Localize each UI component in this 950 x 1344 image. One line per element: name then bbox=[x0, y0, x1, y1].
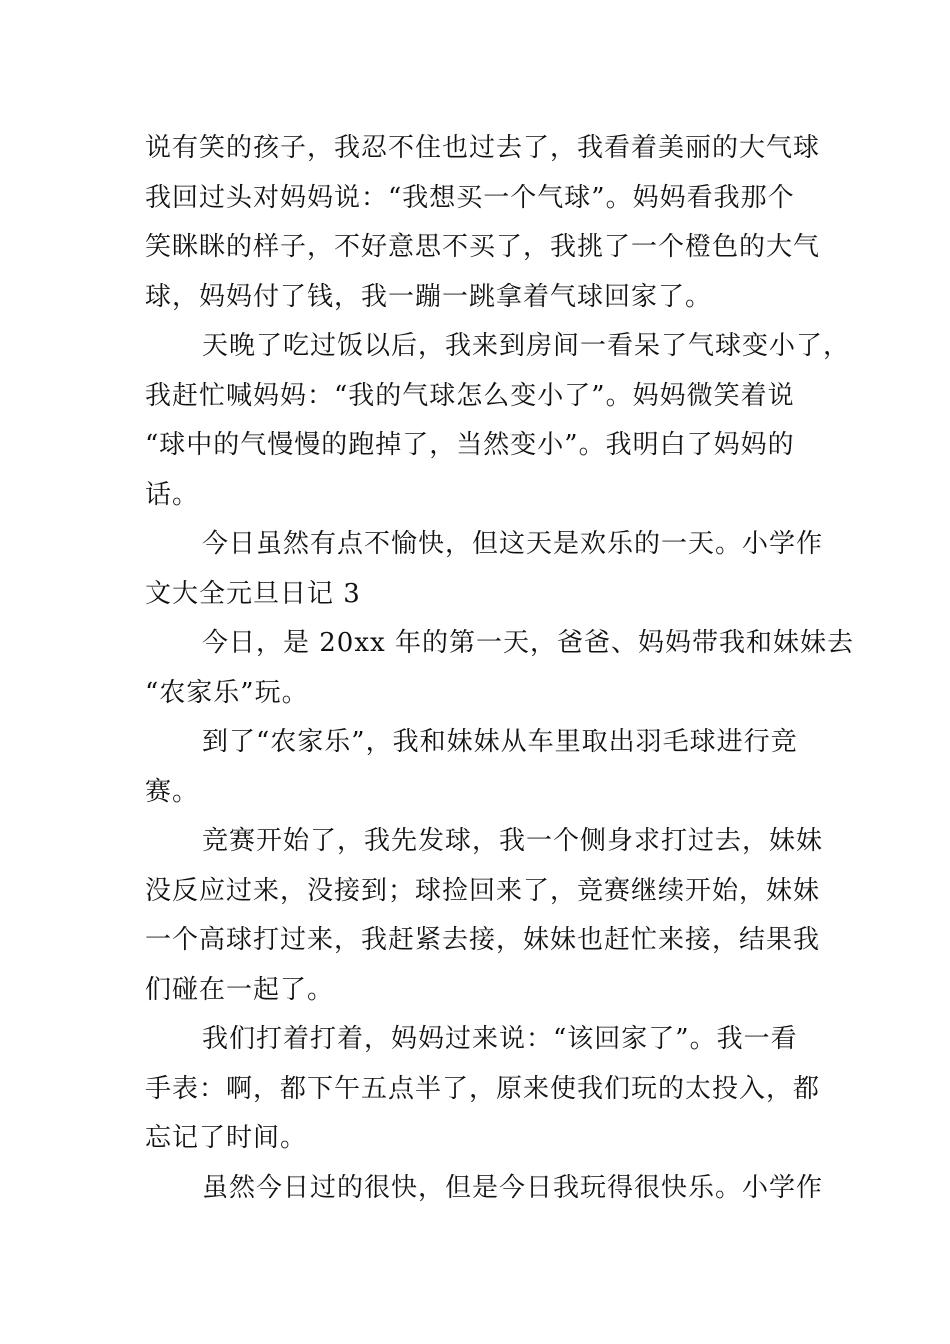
paragraph-first-line: 天晚了吃过饭以后，我来到房间一看呆了气球变小了， bbox=[202, 331, 851, 361]
document-body bbox=[145, 124, 854, 1213]
text-line: 文大全元旦日记 3 bbox=[145, 578, 361, 609]
paragraph-first-line: 今日，是 20xx 年的第一天，爸爸、妈妈带我和妹妹去 bbox=[202, 628, 854, 658]
text-line: 球，妈妈付了钱，我一蹦一跳拿着气球回家了。 bbox=[145, 281, 713, 312]
text-line: “农家乐”玩。 bbox=[145, 677, 309, 708]
text-line: 忘记了时间。 bbox=[145, 1123, 308, 1153]
text-line: 们碰在一起了。 bbox=[145, 974, 335, 1005]
text-line: 手表：啊，都下午五点半了，原来使我们玩的太投入，都 bbox=[145, 1073, 821, 1104]
paragraph-first-line: 竞赛开始了，我先发球，我一个侧身求打过去，妹妹 bbox=[202, 826, 824, 856]
text-line: 没反应过来，没接到；球捡回来了，竞赛继续开始，妹妹 bbox=[145, 875, 821, 906]
text-line: 一个高球打过来，我赶紧去接，妹妹也赶忙来接，结果我 bbox=[145, 925, 821, 955]
paragraph-first-line: 到了“农家乐”，我和妹妹从车里取出羽毛球进行竞 bbox=[202, 727, 798, 757]
paragraph-first-line: 今日虽然有点不愉快，但这天是欢乐的一天。小学作 bbox=[202, 529, 824, 559]
paragraph-first-line: 我们打着打着，妈妈过来说：“该回家了”。我一看 bbox=[202, 1024, 798, 1054]
text-line: 话。 bbox=[145, 479, 200, 510]
text-line: 我回过头对妈妈说：“我想买一个气球”。妈妈看我那个 bbox=[145, 182, 795, 213]
text-line: “球中的气慢慢的跑掉了，当然变小”。我明白了妈妈的 bbox=[145, 430, 795, 460]
text-line: 赛。 bbox=[145, 776, 200, 807]
paragraph-first-line: 虽然今日过的很快，但是今日我玩得很快乐。小学作 bbox=[202, 1172, 824, 1203]
text-line: 我赶忙喊妈妈：“我的气球怎么变小了”。妈妈微笑着说 bbox=[145, 380, 795, 411]
text-line: 笑眯眯的样子，不好意思不买了，我挑了一个橙色的大气 bbox=[145, 232, 821, 262]
text-line: 说有笑的孩子，我忍不住也过去了，我看着美丽的大气球 bbox=[145, 133, 821, 163]
